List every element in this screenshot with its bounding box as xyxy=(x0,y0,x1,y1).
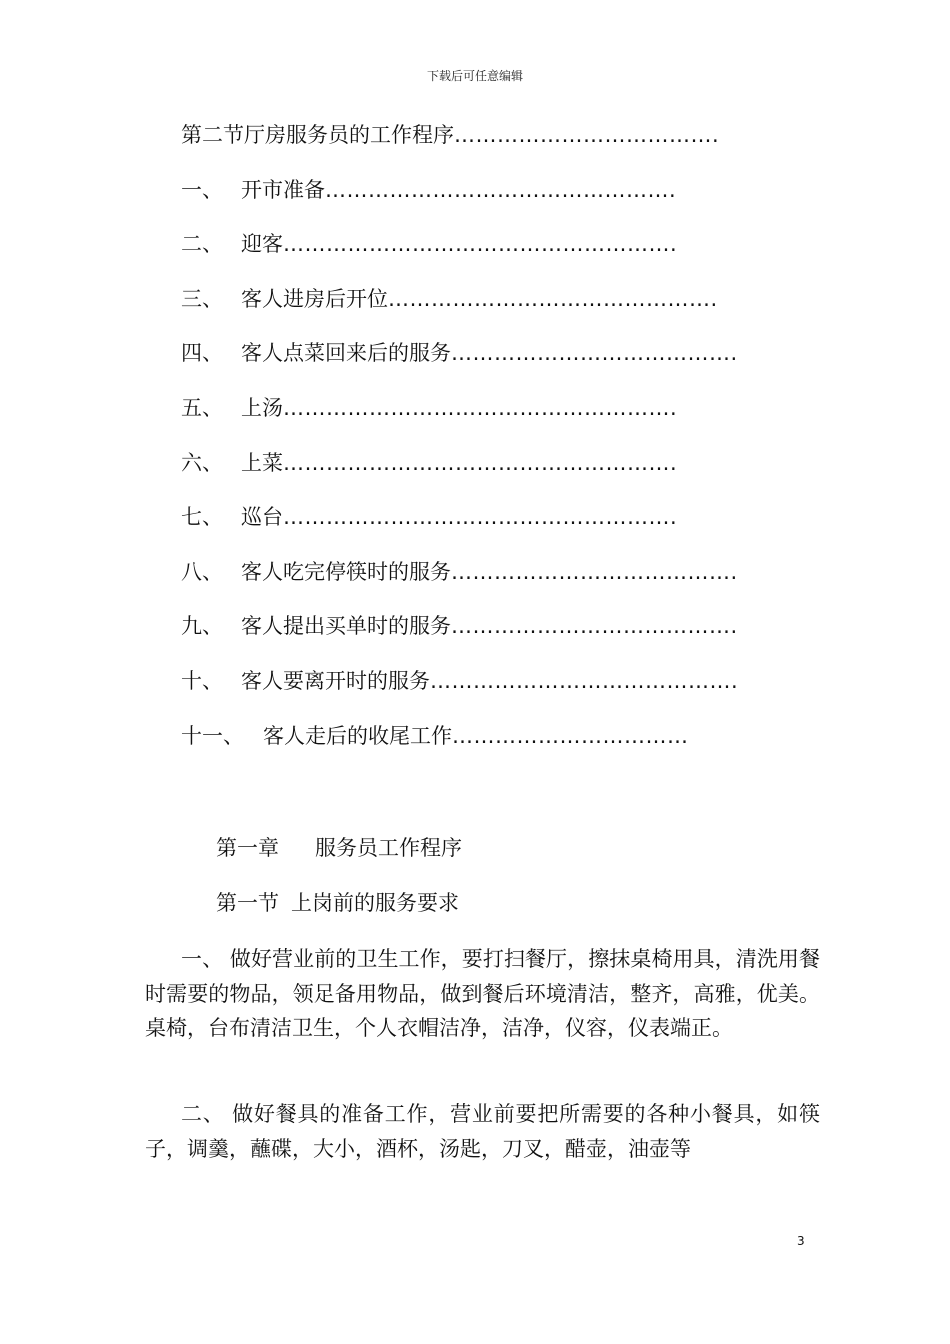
toc-entry xyxy=(181,176,676,204)
toc-entry-title: 第二节厅房服务员的工作程序 xyxy=(181,123,454,147)
toc-entry-title: 客人点菜回来后的服务 xyxy=(241,341,451,366)
toc-entry-number: 九、 xyxy=(181,614,223,639)
toc-entry-number: 二、 xyxy=(181,232,223,257)
toc-entry xyxy=(181,612,738,640)
toc-entry xyxy=(181,339,738,367)
toc-entry xyxy=(181,558,738,586)
toc-entry-leader: …………………………………. xyxy=(451,614,738,639)
toc-entry-leader: ……………………………………. xyxy=(430,669,739,693)
toc-entry-number: 六、 xyxy=(181,450,223,475)
chapter-title: 服务员工作程序 xyxy=(315,836,462,860)
toc-entry-number: 八、 xyxy=(181,559,223,584)
toc-entry xyxy=(181,230,677,258)
toc-entry-title: 开市准备 xyxy=(241,177,325,202)
toc-entry xyxy=(181,667,738,695)
chapter-heading xyxy=(216,834,462,862)
toc-entry-leader: ………………………………………………. xyxy=(283,450,678,475)
toc-entry-leader: ………………………………. xyxy=(454,123,720,147)
toc-entry-number: 十、 xyxy=(181,669,223,693)
section-label: 第一节 xyxy=(216,891,279,915)
toc-entry-number: 四、 xyxy=(181,341,223,366)
section-heading xyxy=(216,889,459,917)
toc-entry xyxy=(181,394,677,422)
toc-entry xyxy=(181,449,677,477)
toc-entry xyxy=(181,503,677,531)
toc-entry-number: 五、 xyxy=(181,396,223,420)
toc-entry-leader: ………………………………………………. xyxy=(283,396,678,420)
toc-entry-title: 客人走后的收尾工作 xyxy=(263,723,452,748)
chapter-label: 第一章 xyxy=(216,836,279,860)
toc-entry-leader: ………………………………………………. xyxy=(283,232,678,257)
page-header: 下载后可任意编辑 xyxy=(426,69,523,83)
toc-entry xyxy=(181,285,718,313)
toc-entry-leader: ………………………………………………. xyxy=(283,505,678,530)
toc-entry-leader: …………………………………. xyxy=(451,341,738,366)
toc-entry-title: 客人进房后开位 xyxy=(241,286,388,311)
toc-entry-number: 七、 xyxy=(181,505,223,530)
toc-entry-leader: …………………………………………. xyxy=(325,177,677,202)
toc-entry-number: 一、 xyxy=(181,177,223,202)
toc-entry-title: 上汤 xyxy=(241,396,283,420)
paragraph-hygiene: 一、 做好营业前的卫生工作，要打扫餐厅，擦抹桌椅用具，清洗用餐时需要的物品，领足备用物品，做到餐后环境清洁，整齐，高雅，优美。桌椅，台布清洁卫生，个人衣帽洁净，洁净，仪容，仪表端正。 xyxy=(145,947,820,1041)
toc-entry-leader: …………………………………. xyxy=(451,559,738,584)
toc-entry-title: 客人提出买单时的服务 xyxy=(241,614,451,639)
paragraph-tableware: 二、 做好餐具的准备工作，营业前要把所需要的各种小餐具，如筷子，调羹，蘸碟，大小，酒杯，汤匙，刀叉，醋壶，油壶等 xyxy=(145,1102,820,1161)
toc-entry xyxy=(181,121,719,149)
toc-entry-leader: …………………………… xyxy=(452,723,689,748)
toc-entry-title: 客人吃完停筷时的服务 xyxy=(241,559,451,584)
toc-entry-title: 上菜 xyxy=(241,450,283,475)
toc-entry xyxy=(181,722,689,750)
toc-entry-title: 客人要离开时的服务 xyxy=(241,669,430,693)
page-number: 3 xyxy=(797,1234,805,1248)
section-title: 上岗前的服务要求 xyxy=(291,891,459,915)
toc-entry-number: 三、 xyxy=(181,286,223,311)
toc-entry-title: 迎客 xyxy=(241,232,283,257)
toc-entry-leader: ………………………………………. xyxy=(388,286,718,311)
toc-entry-number: 十一、 xyxy=(181,723,244,748)
toc-entry-title: 巡台 xyxy=(241,505,283,530)
